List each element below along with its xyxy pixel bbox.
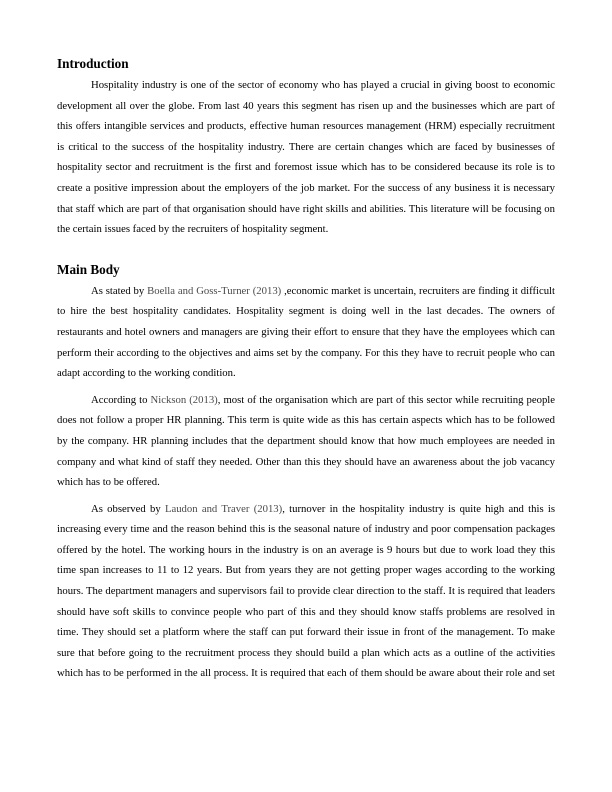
citation-nickson: Nickson (2013) — [150, 393, 218, 406]
paragraph-text: As stated by — [91, 284, 148, 297]
citation-boella-goss-turner: Boella and Goss-Turner (2013) — [147, 284, 282, 297]
paragraph-text: As observed by — [91, 502, 165, 515]
citation-laudon-traver: Laudon and Traver (2013) — [164, 502, 283, 515]
paragraph-text: According to — [91, 393, 151, 406]
document-body — [57, 55, 555, 684]
introduction-heading: Introduction — [57, 56, 129, 71]
main-body-paragraph-1 — [57, 281, 555, 384]
introduction-paragraph: Hospitality industry is one of the sector of economy who has played a crucial in giving boost to economic development all over the globe. From last 40 years this segment has risen up and the businesses which are part of this offers intangible services and products, effective human resources management (HRM) especially recruitment is critical to the success of the hospitality industry. There are certain changes which are faced by businesses of hospitality sector and recruitment is the first and foremost issue which has to be considered because its role is to create a positive impression about the employers of the job market. For the success of any business it is necessary that staff which are part of that organisation should have right skills and abilities. This literature will be focusing on the certain issues faced by the recruiters of hospitality segment. — [57, 79, 555, 236]
main-body-paragraph-3 — [57, 499, 555, 684]
paragraph-text: , most of the organisation which are part of this sector while recruiting people does not follow a proper HR planning. This term is quite wide as this has certain aspects which has to be followed by the company. HR planning includes that the department should know that how much employees are needed in company and what kind of staff they needed. Other than this they should have an awareness about the job vacancy which has to be offered. — [57, 393, 555, 489]
main-body-heading: Main Body — [57, 261, 120, 277]
paragraph-text: , turnover in the hospitality industry is quite high and this is increasing every time and the reason behind this is the seasonal nature of industry and poor compensation packages offered by the hotel. The working hours in the industry is on an average is 9 hours but due to work load they this time span increases to 11 to 12 years. But from years they are not getting proper wages according to the working hours. The department managers and supervisors fail to provide clear direction to the staff. It is required that leaders should have soft skills to convince people who part of this and they should know staffs problems are resolved in time. They should set a platform where the staff can put forward their issue in front of the management. To make sure that before going to the recruitment process they should build a plan which acts as a outline of the activities which has to be performed in the all process. It is required that each of them should be aware about their role and set — [57, 502, 555, 680]
main-body-paragraph-2 — [57, 390, 555, 493]
paragraph-text: ,economic market is uncertain, recruiters are finding it difficult to hire the best hospitality candidates. Hospitality segment is doing well in the last decades. The owners of restaurants and hotel owners and managers are giving their effort to ensure that they have the employees which can perform their according to the objectives and aims set by the company. For this they have to recruit people who can adapt according to the working condition. — [57, 284, 555, 380]
